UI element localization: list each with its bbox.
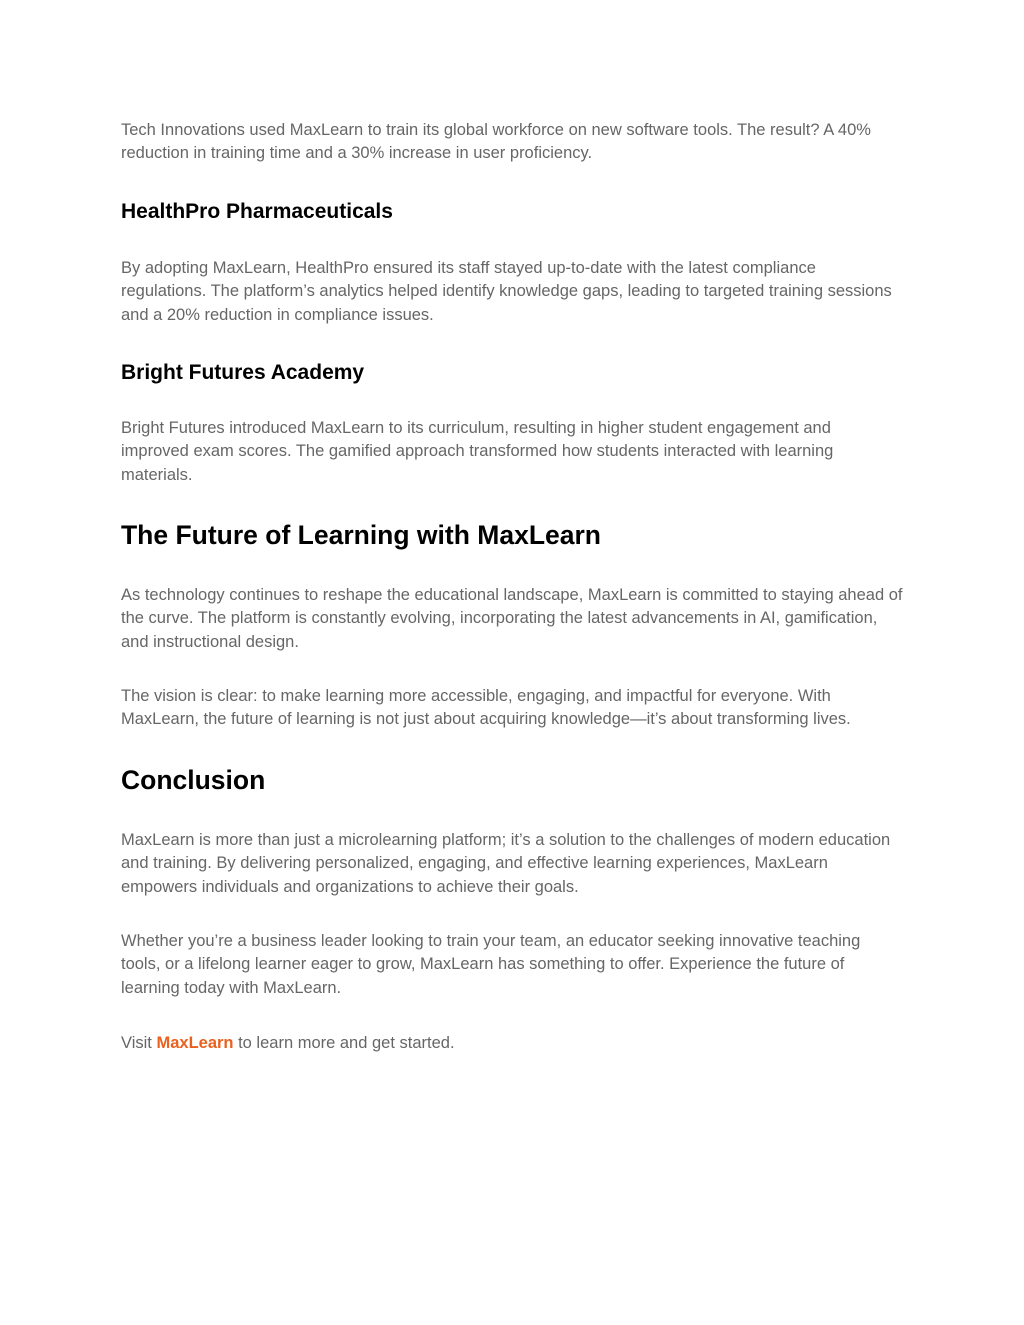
future-heading: The Future of Learning with MaxLearn: [121, 520, 601, 550]
healthpro-heading: HealthPro Pharmaceuticals: [121, 200, 393, 223]
maxlearn-link[interactable]: MaxLearn: [156, 1034, 234, 1052]
future-paragraph-2: The vision is clear: to make learning more accessible, engaging, and impactful for everyone. With MaxLearn, the future of learning is not just about acquiring knowledge—it’s about transforming lives.: [121, 687, 851, 729]
conclusion-paragraph-2: Whether you’re a business leader looking to train your team, an educator seeking innovative teaching tools, or a lifelong learner eager to grow, MaxLearn has something to offer. Experience the future of learning today with MaxLearn.: [121, 932, 861, 997]
intro-paragraph: Tech Innovations used MaxLearn to train its global workforce on new software tools. The result? A 40% reduction in training time and a 30% increase in user proficiency.: [121, 121, 871, 163]
healthpro-paragraph: By adopting MaxLearn, HealthPro ensured its staff stayed up-to-date with the latest compliance regulations. The platform’s analytics helped identify knowledge gaps, leading to targeted training sessions and a 20% reduction in compliance issues.: [121, 259, 892, 324]
conclusion-heading: Conclusion: [121, 765, 266, 795]
cta-suffix: to learn more and get started.: [233, 1034, 455, 1052]
cta-prefix: Visit: [121, 1034, 157, 1052]
cta-line: [121, 1032, 903, 1055]
conclusion-paragraph-1: MaxLearn is more than just a microlearning platform; it’s a solution to the challenges of modern education and training. By delivering personalized, engaging, and effective learning experiences, MaxLearn empowers individuals and organizations to achieve their goals.: [121, 831, 891, 896]
future-paragraph-1: As technology continues to reshape the educational landscape, MaxLearn is committed to staying ahead of the curve. The platform is constantly evolving, incorporating the latest advancements in AI, gamification, and instructional design.: [121, 586, 903, 651]
bright-futures-paragraph: Bright Futures introduced MaxLearn to its curriculum, resulting in higher student engagement and improved exam scores. The gamified approach transformed how students interacted with learning materials.: [121, 419, 834, 484]
bright-futures-heading: Bright Futures Academy: [121, 361, 365, 384]
